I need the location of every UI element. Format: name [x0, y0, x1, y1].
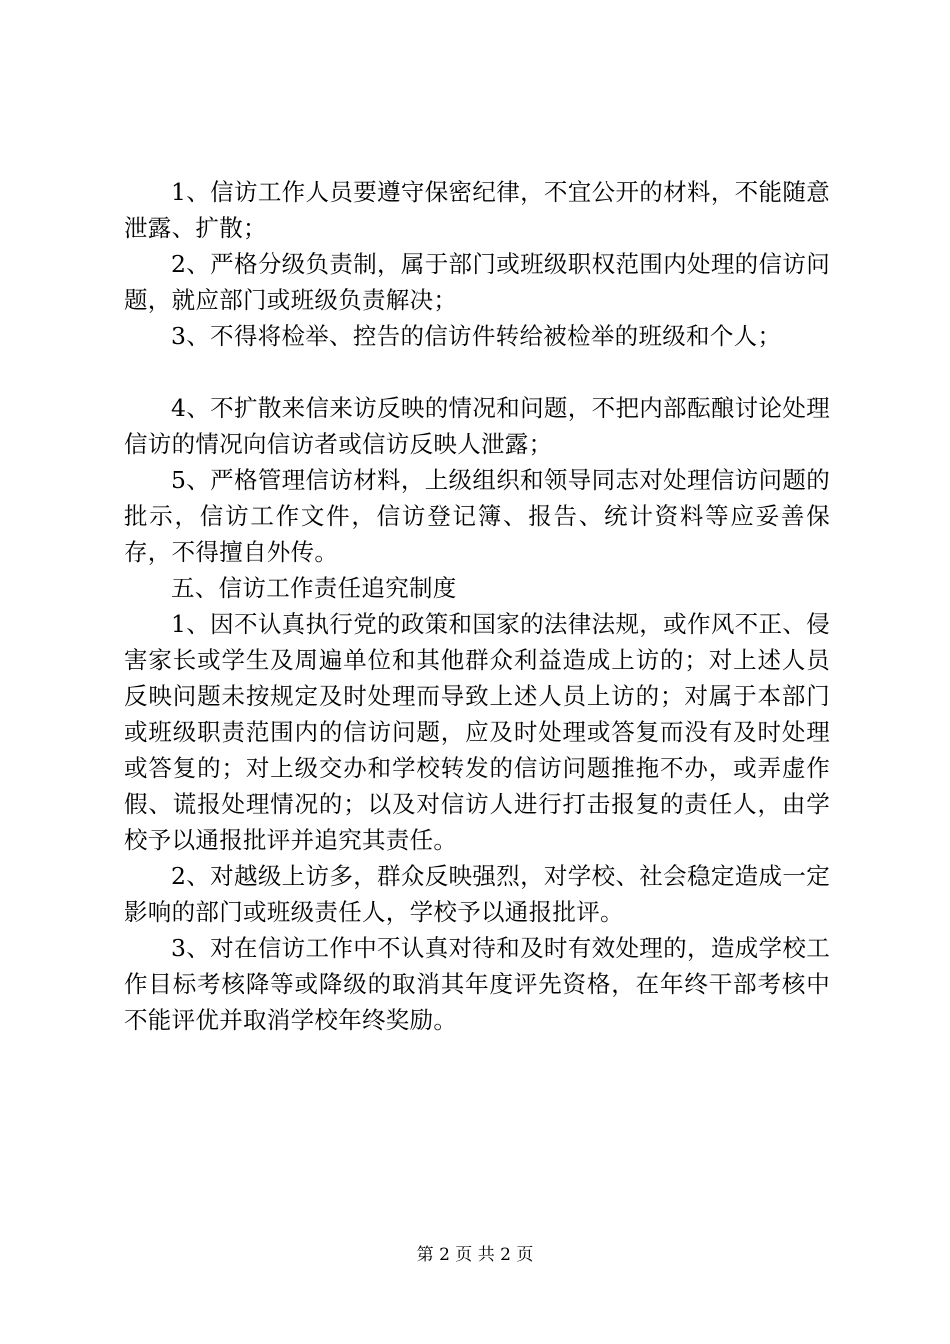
paragraph-confidentiality-5: 5、严格管理信访材料，上级组织和领导同志对处理信访问题的批示，信访工作文件，信访登记簿、报告、统计资料等应妥善保存，不得擅自外传。: [124, 466, 830, 566]
paragraph-accountability-2: 2、对越级上访多，群众反映强烈，对学校、社会稳定造成一定影响的部门或班级责任人，学校予以通报批评。: [124, 862, 830, 926]
paragraph-confidentiality-1: 1、信访工作人员要遵守保密纪律，不宜公开的材料，不能随意泄露、扩散；: [124, 178, 830, 242]
page-number-footer: 第 2 页 共 2 页: [416, 1245, 534, 1265]
paragraph-accountability-3: 3、对在信访工作中不认真对待和及时有效处理的，造成学校工作目标考核降等或降级的取消其年度评先资格，在年终干部考核中不能评优并取消学校年终奖励。: [124, 934, 830, 1034]
paragraph-confidentiality-2: 2、严格分级负责制，属于部门或班级职权范围内处理的信访问题，就应部门或班级负责解决；: [124, 250, 830, 314]
paragraph-accountability-1: 1、因不认真执行党的政策和国家的法律法规，或作风不正、侵害家长或学生及周遍单位和其他群众利益造成上访的；对上述人员反映问题未按规定及时处理而导致上述人员上访的；对属于本部门或班级职责范围内的信访问题，应及时处理或答复而没有及时处理或答复的；对上级交办和学校转发的信访问题推拖不办，或弄虚作假、谎报处理情况的；以及对信访人进行打击报复的责任人，由学校予以通报批评并追究其责任。: [124, 610, 830, 854]
section-heading-accountability: 五、信访工作责任追究制度: [171, 574, 457, 602]
document-body: [124, 174, 830, 1038]
blank-line: [124, 354, 830, 390]
paragraph-confidentiality-4: 4、不扩散来信来访反映的情况和问题，不把内部酝酿讨论处理信访的情况向信访者或信访反映人泄露；: [124, 394, 830, 458]
paragraph-confidentiality-3: 3、不得将检举、控告的信访件转给被检举的班级和个人；: [171, 322, 782, 350]
